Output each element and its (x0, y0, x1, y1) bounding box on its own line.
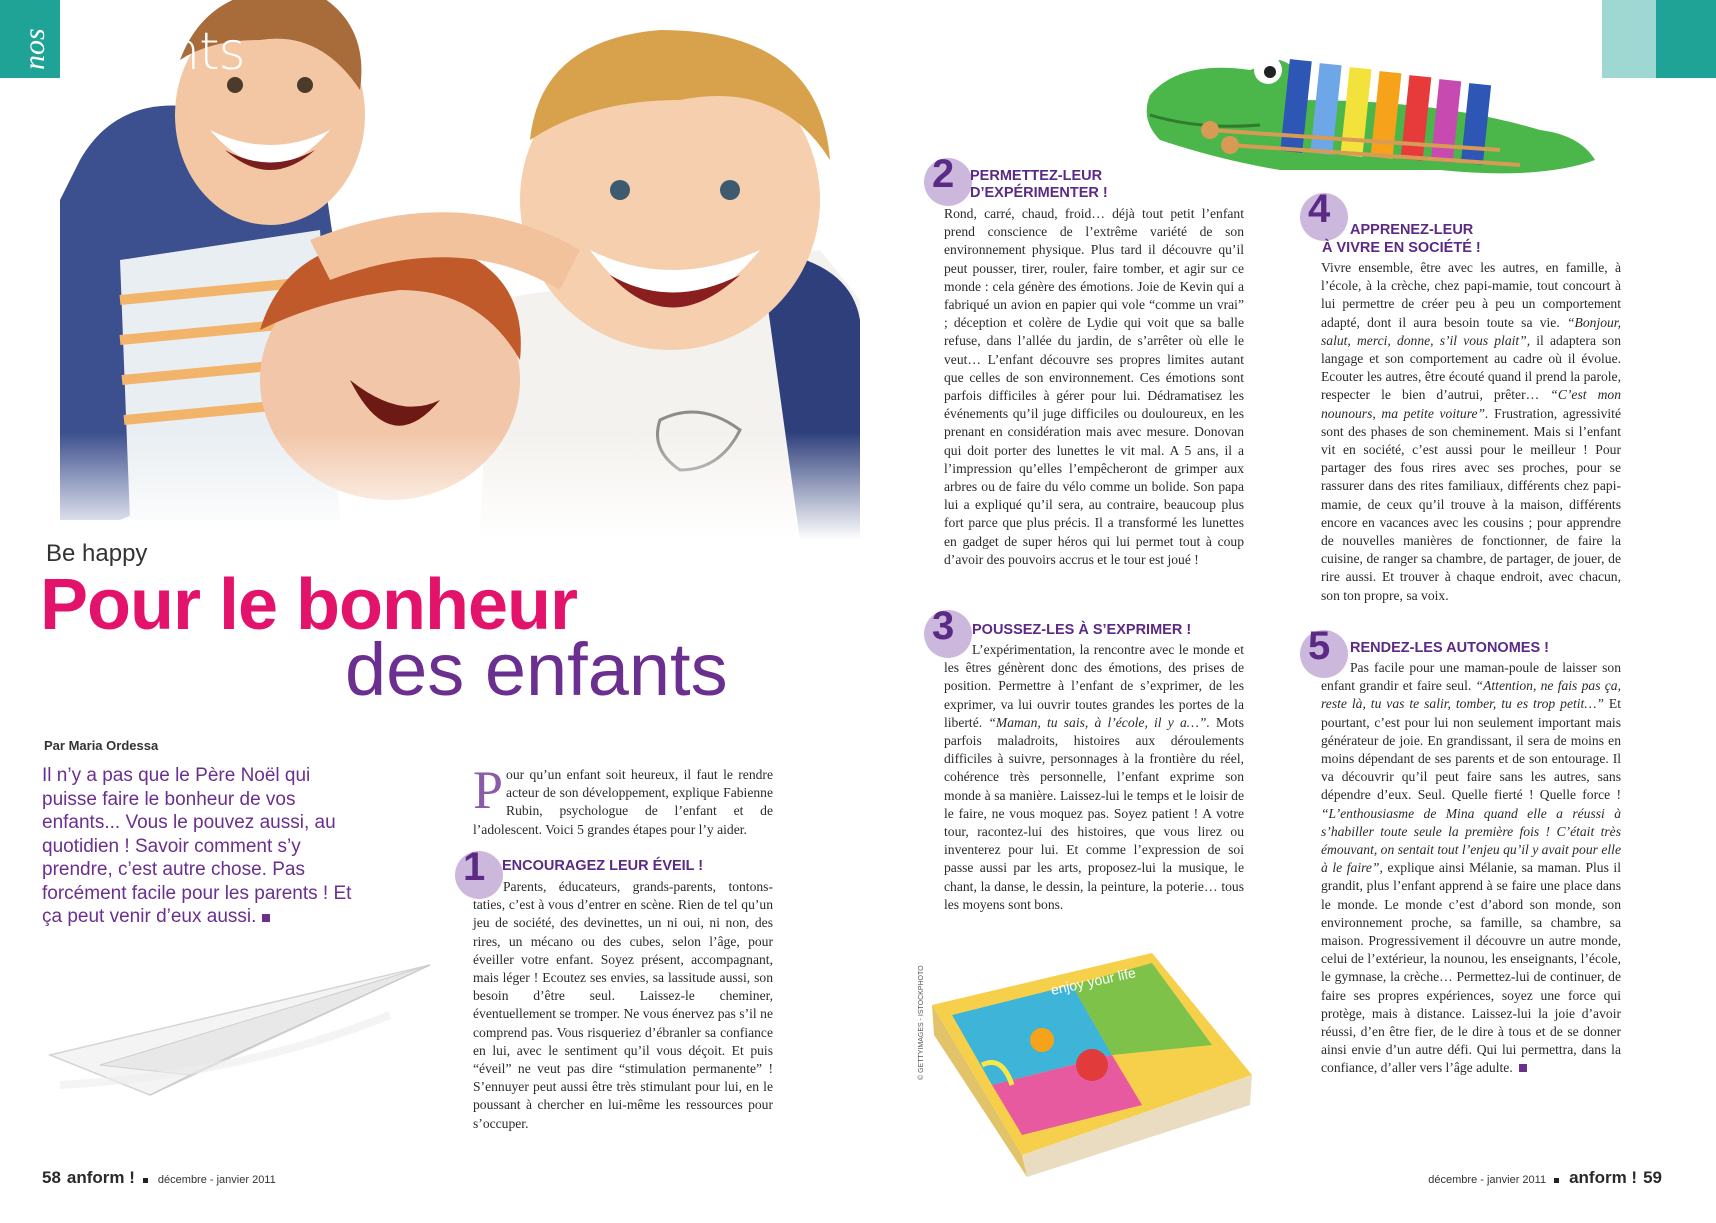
paper-plane-illustration (40, 955, 440, 1110)
section-2-text: Rond, carré, chaud, froid… déjà tout petit l’enfant prend conscience de l’extrême variété de son environnement physique. Plus tard il découvre qu’il peut pousser, tirer, rouler, faire tomber, et agir sur ce monde : cela génère des émotions. Joie de Kevin qui a fabriqué un avion en papier qui vole “comme un vrai” ; déception et colère de Lydie qui voit que sa balle refuse, dans l’allée du jardin, de s’arrêter où elle le veut… L’enfant découvre ses propres limites autant que celles de son environnement. Ces émotions sont parfois difficiles à gérer pour lui. Dédramatisez les événements qu’il juge difficiles ou douloureux, en les prenant en considération mais avec mesure. Donovan qui doit porter des lunettes le vit mal. A 5 ans, il a l’impression qu’elles l’empêcheront de grimper aux arbres ou de faire du vélo comme un bolide. Son papa lui a expliqué qu’il sera, au contraire, beaucoup plus fort parce que plus précis. Il a transformé les lunettes en gadget de super héros qui lui permet tout à coup d’avoir des pouvoirs accrus et le tour est joué ! (944, 206, 1244, 567)
brand-left: anform ! (66, 1168, 135, 1187)
byline: Par Maria Ordessa (44, 738, 159, 753)
section-2-number: 2 (932, 152, 955, 196)
title-line-1: Pour le bonheur (40, 565, 578, 645)
section-4-text-b: il adaptera son langage et son comportement au cadre où il évolue. Ecouter les autres, être écouté quand il prend la parole, respecter le bien d’autrui, prêter… (1321, 332, 1622, 403)
rubric-prefix: nos (18, 28, 51, 70)
svg-text:enjoy your life: enjoy your life (1049, 964, 1138, 998)
section-5-text-a: Pas facile pour une maman-poule de laisser son enfant grandir et faire seul. (1321, 660, 1621, 694)
intro-paragraph (473, 760, 773, 839)
section-4-heading-line-1: APPRENEZ-LEUR (1350, 222, 1474, 238)
section-5-text-c: explique ainsi Mélanie, sa maman. Plus il grandit, plus l’enfant apprend à se faire une place dans le monde. Le monde c’est d’abord son monde, son environnement proche, sa famille, sa chambre, sa maison. Progressivement il découvre un autre monde, celui de l’extérieur, la nounou, les enseignants, l’école, le gymnase, la crèche… Permettez-lui de continuer, de faire ses propres expériences, soyez une force qui protège, mais à distance. Laissez-lui la joie d’avoir réussi, d’en être fier, de le dire à tous et de se donner ainsi envie d’un autre défi. Qui lui permettra, dans la confiance, d’aller vers l’âge adulte. (1321, 860, 1621, 1076)
section-5-heading: RENDEZ-LES AUTONOMES ! (1350, 640, 1549, 656)
section-3-text (944, 641, 1244, 914)
section-4-text-a: Vivre ensemble, être avec les autres, en famille, à l’école, à la crèche, chez papi-mamie, tout concourt à lui permettre de créer peu à peu un comportement adapté, dont il aura besoin toute sa vie. (1321, 260, 1621, 330)
issue-date-left: décembre - janvier 2011 (157, 1174, 276, 1186)
section-4-number: 4 (1308, 187, 1331, 231)
section-5-text (1321, 659, 1621, 1078)
page-number-left: 58 (42, 1168, 61, 1187)
photo-credit: © GETTYIMAGES - ISTOCKPHOTO (918, 965, 925, 1080)
footer-square-left (143, 1178, 148, 1183)
intro-text: our qu’un enfant soit heureux, il faut le rendre acteur de son développement, explique Fabienne Rubin, psychologue de l’enfant et de l’adolescent. Voici 5 grandes étapes pour l’y aider. (473, 767, 773, 837)
footer-square-right (1554, 1178, 1559, 1183)
page-number-right: 59 (1643, 1168, 1662, 1187)
brand-right: anform ! (1569, 1168, 1638, 1187)
rubric-title: enfants (56, 22, 245, 82)
section-5-text-b: Et pourtant, c’est pour lui non seulement important mais générateur de joie. En grandissant, il sera de moins en moins dépendant de ses parents et de son entourage. Il va découvrir qu’il peut faire sans les autres, sans dépendre d’eux. Seul. Quelle fierté ! Quelle force ! (1321, 696, 1621, 803)
section-5-quote-2: “L’enthousiasme de Mina quand elle a réussi à s’habiller toute seule la première fois ! C’était très émouvant, on sentait tout l’enjeu qu’il y avait pour elle à le faire”, (1321, 805, 1621, 876)
footer-right (1428, 1168, 1662, 1188)
section-4-heading-line-2: À VIVRE EN SOCIÉTÉ ! (1322, 240, 1481, 256)
section-4-quote-1: “Bonjour, salut, merci, donne, s’il vous plait”, (1321, 314, 1621, 348)
section-2-number-badge (924, 152, 972, 206)
lead-text: Il n’y a pas que le Père Noël qui puisse faire le bonheur de vos enfants... Vous le pouvez aussi, au quotidien ! Savoir comment s’y prendre, c’est autre chose. Pas forcément facile pour les parents ! Et ça peut venir d’eux aussi. (42, 765, 352, 927)
section-5-number: 5 (1308, 624, 1331, 668)
dropcap: P (473, 760, 504, 820)
kicker: Be happy (46, 540, 148, 567)
issue-date-right: décembre - janvier 2011 (1428, 1174, 1547, 1186)
footer-left (42, 1168, 276, 1188)
section-2-heading-line-2: D’EXPÉRIMENTER ! (970, 185, 1108, 201)
article-end-mark (1519, 1064, 1527, 1072)
section-3-heading: POUSSEZ-LES À S’EXPRIMER ! (972, 622, 1192, 638)
section-1-number: 1 (463, 845, 486, 889)
section-3-quote: “Maman, tu sais, à l’école, il y a…”. (988, 714, 1210, 730)
header-band-right (1656, 0, 1716, 78)
title-line-2: des enfants (345, 628, 728, 711)
section-1-heading: ENCOURAGEZ LEUR ÉVEIL ! (502, 858, 704, 874)
notebook-illustration (912, 945, 1262, 1185)
xylophone-illustration (1140, 40, 1600, 205)
lead-paragraph (42, 764, 362, 929)
end-mark (262, 914, 270, 922)
section-5-quote-1: “Attention, ne fais pas ça, reste là, tu vas te salir, tomber, tu es trop petit…” (1321, 678, 1621, 712)
section-4-quote-2: “C’est mon nounours, ma petite voiture”. (1321, 387, 1621, 421)
header-band-right-light (1602, 0, 1656, 78)
section-2-heading-line-1: PERMETTEZ-LEUR (970, 168, 1103, 184)
section-3-number: 3 (932, 604, 955, 648)
section-3-text-b: Mots parfois maladroits, histoires aux déroulements difficiles à suivre, personnages à la frontière du réel, cohérence très personnelle, l’enfant exprime son monde à sa manière. Laissez-lui le temps et le loisir de le faire, ne vous moquez pas. Soyez patient ! A votre tour, racontez-lui des histoires, que vous lirez ou inventerez pour lui. Et comme l’expression de soi passe aussi par les arts, proposez-lui la musique, le chant, la danse, le dessin, la peinture, la poterie… tous les moyens sont bons. (944, 714, 1244, 912)
section-4-text (1321, 259, 1621, 605)
section-1-text: Parents, éducateurs, grands-parents, tontons-taties, c’est à vous d’entrer en scène. Rien de tel qu’un jeu de société, des devinettes, un ni oui, ni non, des rires, un mécano ou des cubes, selon l’âge, pour éveiller votre enfant. Soyez présent, accompagnant, mais léger ! Ecoutez ses envies, sa lassitude aussi, son besoin d’être seul. Laissez-le cheminer, éventuellement se tromper. Ne vous énervez pas s’il ne comprend pas. Vous risqueriez d’ébranler sa confiance en lui, avec le sentiment qu’il vous déçoit. Et puis “éveil” ne veut pas dire “stimulation permanente” ! S’ennuyer peut aussi être très stimulant pour lui, en le poussant à chercher en lui-même les ressources pour s’occuper. (473, 879, 773, 1131)
section-3-text-a: L’expérimentation, la rencontre avec le monde et les êtres génèrent donc des émotions, des prises de position. Permettre à l’enfant de s’exprimer, de les exprimer, va lui ouvrir toutes grandes les portes de la liberté. (944, 642, 1244, 730)
section-4-number-badge (1300, 187, 1348, 241)
section-4-text-c: Frustration, agressivité sont des phases de son cheminement. Mais si l’enfant vit en société, c’est aussi pour le meilleur ! Pour partager des fous rires avec ses proches, pour se rassurer dans des rites familiaux, différents chez papi-mamie, de ceux qu’il trouve à la maison, différents encore en vacances avec les cousins ; pour apprendre de nouvelles manières de fonctionner, de faire la cuisine, de ranger sa chambre, de partager, de jouer, de rire aussi. Et trouver à chaque endroit, avec chacun, son ton propre, sa voix. (1321, 405, 1621, 603)
